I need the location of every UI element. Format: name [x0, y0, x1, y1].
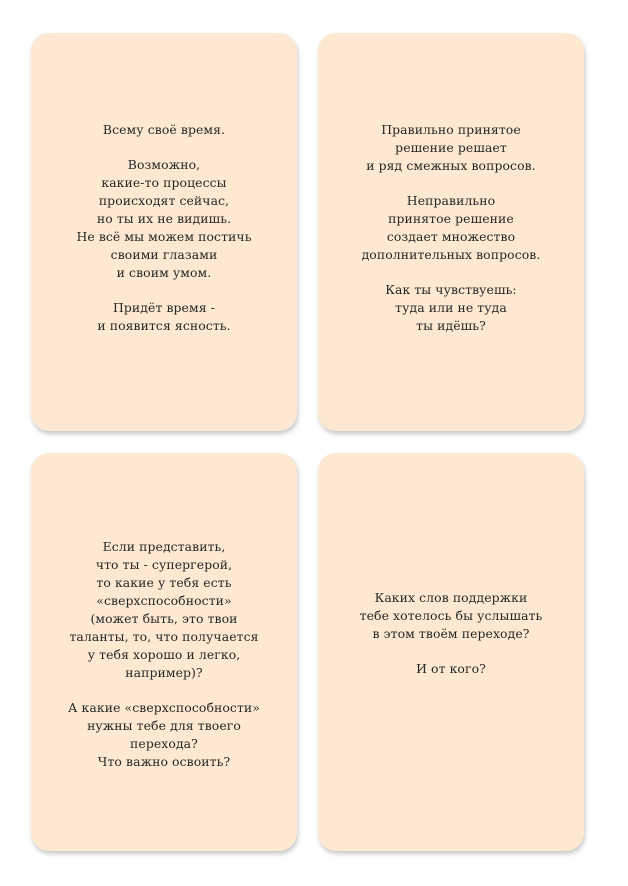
card-1-text-line: но ты их не видишь. [96, 211, 232, 226]
card-4-text-line: И от кого? [416, 660, 486, 676]
card-1-text-line: происходят сейчас, [98, 193, 230, 208]
card-3-text-line: (может быть, это твои [90, 611, 238, 626]
card-2-text-line: и ряд смежных вопросов. [366, 158, 536, 173]
card-2-text-line: решение решает [395, 140, 507, 155]
card-1-text-line: Возможно, [127, 157, 201, 172]
card-3-paragraph-2 [68, 699, 260, 771]
card-1-text-line: Придёт время - [113, 300, 215, 315]
card-3-text-line: нужны тебе для твоего [87, 718, 241, 733]
card-2-text-line: Неправильно [406, 193, 496, 208]
card-3-text-line: Если представить, [102, 539, 226, 554]
card-2-paragraph-3 [385, 281, 516, 335]
card-1-text-line: и своим умом. [116, 265, 212, 280]
card-3-text-line: что ты - супергерой, [95, 557, 233, 572]
card-2-text-line: Как ты чувствуешь: [385, 282, 517, 297]
card-4-text-line: в этом твоём переходе? [372, 625, 530, 641]
card-2-text-line: туда или не туда [395, 300, 507, 315]
card-1-paragraph-1 [103, 121, 225, 139]
card-2-text-line: Правильно принятое [381, 122, 521, 137]
card-2-text-line: создает множество [386, 229, 516, 244]
card-2-text-line: дополнительных вопросов. [361, 247, 541, 262]
card-4-text-line: Каких слов поддержки [374, 589, 528, 605]
card-3-text-line: например)? [125, 665, 203, 680]
card-3-text-line: то какие у тебя есть [96, 575, 232, 590]
card-1-text-line: Не всё мы можем постичь [76, 229, 252, 244]
card-1-paragraph-2 [76, 156, 251, 282]
card-1-text-line: и появится ясность. [97, 318, 231, 333]
card-3-text-line: перехода? [130, 736, 198, 751]
card-4 [318, 453, 584, 851]
card-1 [31, 33, 297, 431]
card-3-paragraph-1 [69, 538, 258, 682]
card-4-paragraph-1 [360, 589, 543, 643]
card-2 [318, 33, 584, 431]
card-2-text-line: принятое решение [388, 211, 514, 226]
card-2-text-line: ты идёшь? [416, 318, 486, 333]
card-3-text-line: таланты, то, что получается [69, 629, 259, 644]
card-4-paragraph-2 [416, 660, 486, 678]
card-2-paragraph-2 [362, 192, 541, 264]
card-1-text-line: какие-то процессы [101, 175, 227, 190]
card-3-text-line: Что важно освоить? [97, 754, 231, 769]
card-1-paragraph-3 [97, 299, 230, 335]
card-1-text-line: своими глазами [110, 247, 218, 262]
card-3 [31, 453, 297, 851]
card-3-text-line: А какие «сверхспособности» [68, 700, 260, 715]
card-4-text-line: тебе хотелось бы услышать [359, 607, 543, 623]
card-3-text-line: у тебя хорошо и легко, [87, 647, 241, 662]
card-1-text-line: Всему своё время. [102, 122, 226, 137]
card-2-paragraph-1 [366, 121, 536, 175]
card-3-text-line: «сверхспособности» [96, 593, 232, 608]
